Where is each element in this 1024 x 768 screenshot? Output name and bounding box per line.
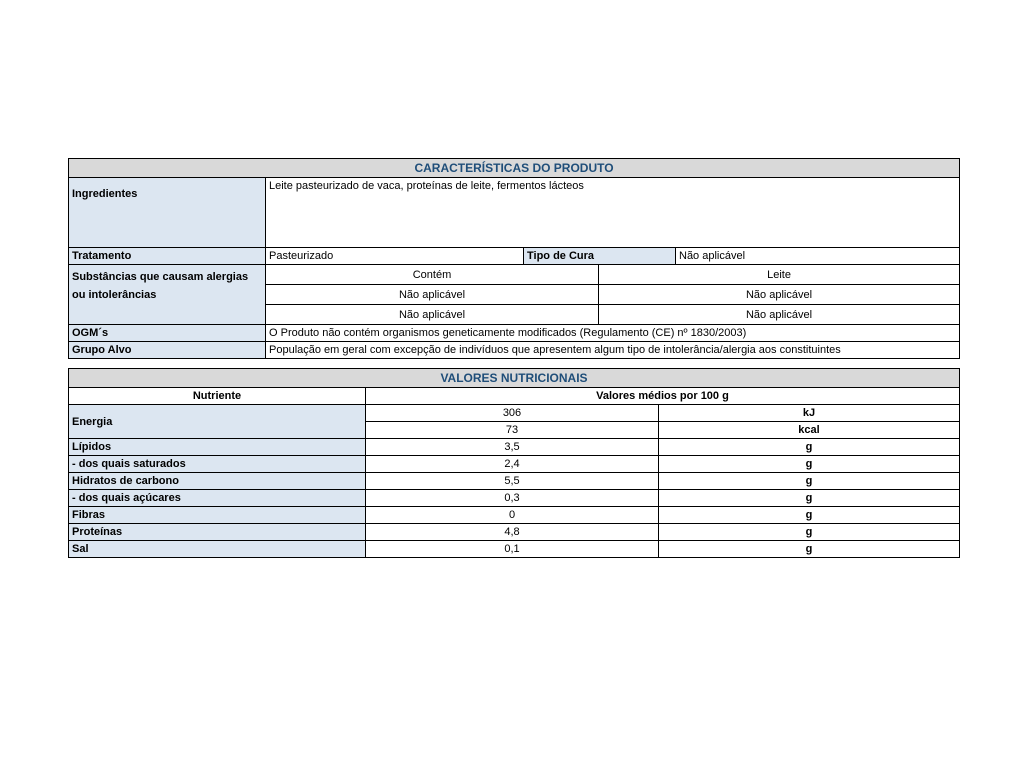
nutrient-name: - dos quais saturados (69, 456, 366, 473)
nutrient-value: 4,8 (366, 524, 659, 541)
nutrient-value: 0,1 (366, 541, 659, 558)
ingredients-label: Ingredientes (69, 178, 266, 248)
treatment-value: Pasteurizado (266, 248, 524, 265)
nutrient-unit: g (659, 541, 960, 558)
nutrient-name: Lípidos (69, 439, 366, 456)
nutrition-table (68, 368, 960, 558)
nutrient-name: Fibras (69, 507, 366, 524)
allergen-cell: Não aplicável (599, 305, 960, 325)
nutrient-name: - dos quais açúcares (69, 490, 366, 507)
cure-type-value: Não aplicável (676, 248, 960, 265)
ogm-label: OGM´s (69, 325, 266, 342)
nutrient-value: 0,3 (366, 490, 659, 507)
nutrient-unit: g (659, 456, 960, 473)
ogm-value: O Produto não contém organismos geneticamente modificados (Regulamento (CE) nº 1830/2003) (266, 325, 960, 342)
nutrient-unit: g (659, 490, 960, 507)
table-row (69, 473, 960, 490)
ingredients-value: Leite pasteurizado de vaca, proteínas de leite, fermentos lácteos (266, 178, 960, 248)
table-row (69, 456, 960, 473)
nutrient-unit: g (659, 439, 960, 456)
energy-kj-value: 306 (366, 405, 659, 422)
nutrient-value: 2,4 (366, 456, 659, 473)
nutrient-unit: g (659, 507, 960, 524)
nutrient-value: 5,5 (366, 473, 659, 490)
allergen-cell: Não aplicável (266, 285, 599, 305)
values-column-header: Valores médios por 100 g (366, 388, 960, 405)
product-characteristics-table (68, 158, 960, 359)
nutrient-unit: g (659, 473, 960, 490)
nutrient-name: Sal (69, 541, 366, 558)
allergen-cell: Leite (599, 265, 960, 285)
energy-kj-unit: kJ (659, 405, 960, 422)
table-row (69, 439, 960, 456)
nutrient-value: 3,5 (366, 439, 659, 456)
nutrition-title: VALORES NUTRICIONAIS (69, 369, 960, 388)
allergen-cell: Não aplicável (266, 305, 599, 325)
energy-kcal-unit: kcal (659, 422, 960, 439)
nutrient-name: Proteínas (69, 524, 366, 541)
nutrient-column-header: Nutriente (69, 388, 366, 405)
target-group-label: Grupo Alvo (69, 342, 266, 359)
allergen-cell: Não aplicável (599, 285, 960, 305)
table-row (69, 524, 960, 541)
allergens-label: Substâncias que causam alergias ou intolerâncias (69, 265, 266, 325)
nutrient-name: Hidratos de carbono (69, 473, 366, 490)
characteristics-title: CARACTERÍSTICAS DO PRODUTO (69, 159, 960, 178)
nutrient-unit: g (659, 524, 960, 541)
energy-kcal-value: 73 (366, 422, 659, 439)
cure-type-label: Tipo de Cura (524, 248, 676, 265)
table-row (69, 541, 960, 558)
table-row (69, 507, 960, 524)
table-row (69, 490, 960, 507)
target-group-value: População em geral com excepção de indivíduos que apresentem algum tipo de intolerância/alergia aos constituintes (266, 342, 960, 359)
energy-label: Energia (69, 405, 366, 439)
allergen-cell: Contém (266, 265, 599, 285)
nutrient-value: 0 (366, 507, 659, 524)
treatment-label: Tratamento (69, 248, 266, 265)
